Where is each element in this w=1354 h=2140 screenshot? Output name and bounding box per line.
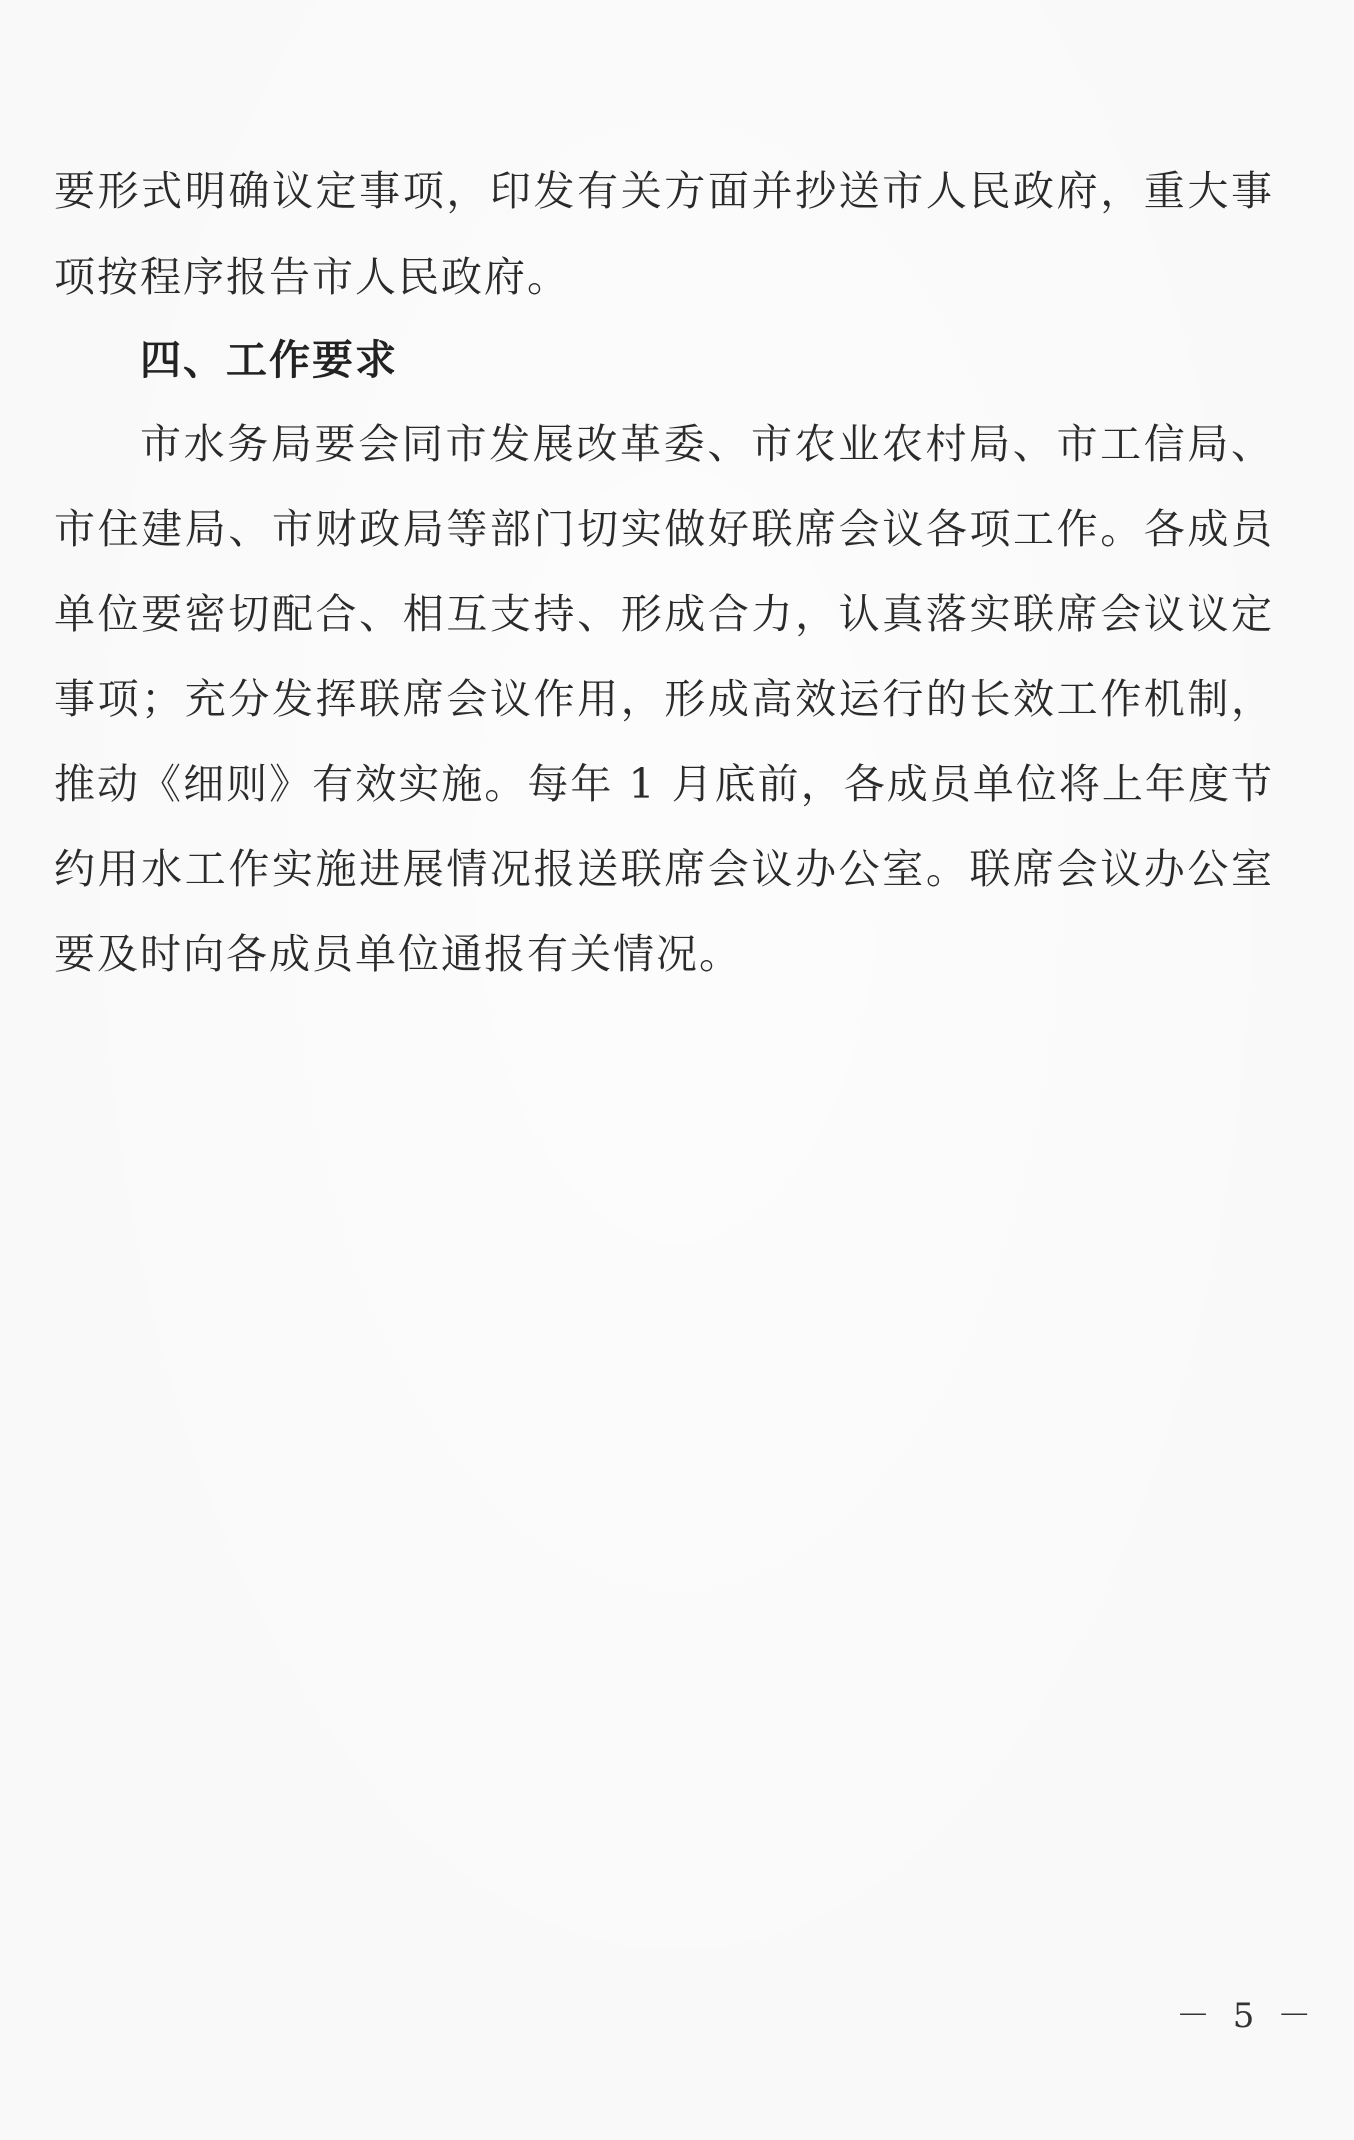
body-line-1: 要形式明确议定事项，印发有关方面并抄送市人民政府，重大事	[54, 167, 1274, 215]
section-line-3: 单位要密切配合、相互支持、形成合力，认真落实联席会议议定	[54, 590, 1274, 638]
section-line-7: 要及时向各成员单位通报有关情况。	[54, 930, 742, 978]
page-number: － 5 －	[1176, 1996, 1318, 2036]
section-line-2: 市住建局、市财政局等部门切实做好联席会议各项工作。各成员	[54, 505, 1274, 553]
section-line-4: 事项；充分发挥联席会议作用，形成高效运行的长效工作机制，	[54, 675, 1274, 723]
section-heading: 四、工作要求	[140, 336, 398, 384]
body-line-2: 项按程序报告市人民政府。	[54, 253, 570, 301]
section-line-1: 市水务局要会同市发展改革委、市农业农村局、市工信局、	[140, 420, 1274, 468]
section-line-6: 约用水工作实施进展情况报送联席会议办公室。联席会议办公室	[54, 845, 1274, 893]
section-line-5: 推动《细则》有效实施。每年 1 月底前，各成员单位将上年度节	[54, 760, 1274, 808]
